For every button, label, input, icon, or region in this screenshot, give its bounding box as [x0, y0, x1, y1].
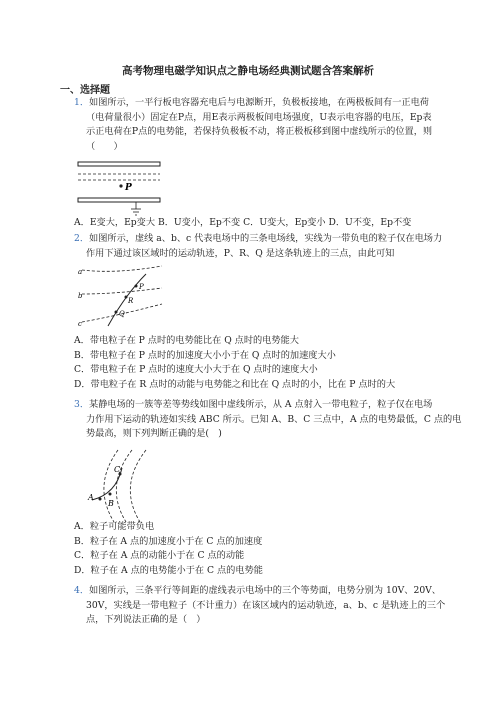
- question-2: [74, 232, 443, 261]
- question-2-options: [74, 334, 434, 393]
- question-text: 点，下列说法正确的是（ ）: [86, 614, 206, 626]
- point-label: B: [108, 499, 114, 508]
- capacitor-figure: [76, 160, 162, 218]
- section-heading: 一、选择题: [60, 85, 110, 96]
- question-text: 力作用下运动的轨迹如实线 ABC 所示。已知 A、B、C 三点中，A 点的电势最低，C 点的电: [86, 413, 462, 425]
- option: B．粒子在 A 点的加速度小于在 C 点的加速度: [74, 535, 263, 547]
- option: C．带电粒子在 P 点时的速度大小大于在 Q 点时的速度大小: [74, 364, 318, 376]
- question-number: 3．: [74, 399, 90, 410]
- question-text: 如图所示，一平行板电容器充电后与电源断开，负极板接地，在两极板间有一正电荷: [89, 97, 429, 108]
- question-text: 如图所示，虚线 a、b、c 代表电场中的三条电场线，实线为一带负电的粒子仅在电场力: [89, 233, 443, 244]
- question-number: 2．: [74, 233, 90, 244]
- question-text: 作用下通过该区域时的运动轨迹，P、R、Q 是这条轨迹上的三点，由此可知: [86, 247, 395, 259]
- field-line-label: b: [78, 292, 83, 300]
- point-label: C: [114, 465, 121, 474]
- option: B．带电粒子在 P 点时的加速度大小小于在 Q 点时的加速度大小: [74, 349, 336, 361]
- question-1: [74, 96, 434, 155]
- question-number: 4．: [74, 585, 90, 596]
- document-title: 高考物理电磁学知识点之静电场经典测试题含答案解析: [122, 65, 374, 77]
- option: D．带电粒子在 R 点时的动能与电势能之和比在 Q 点时的小，比在 P 点时的大: [74, 379, 396, 391]
- question-text: （ ）: [86, 141, 123, 153]
- point-label: A: [88, 493, 94, 502]
- question-3: [74, 398, 462, 442]
- question-text: 30V，实线是一带电粒子（不计重力）在该区域内的运动轨迹，a、b、c 是轨迹上的三个: [86, 599, 446, 611]
- point-label: Q: [119, 310, 125, 318]
- question-number: 1．: [74, 97, 90, 108]
- question-1-options: A．E变大，Ep变大 B．U变小，Ep不变 C．U变大，Ep变小 D．U不变，Ep不变: [74, 217, 412, 228]
- question-3-options: [74, 520, 434, 579]
- field-line-label: a: [78, 268, 83, 276]
- option: A．带电粒子在 P 点时的电势能比在 Q 点时的电势能大: [74, 335, 299, 346]
- question-4: [74, 584, 446, 628]
- field-line-figure: [76, 264, 166, 332]
- option: A．粒子可能带负电: [74, 521, 155, 532]
- option: C．粒子在 A 点的动能小于在 C 点的动能: [74, 550, 245, 562]
- point-label: R: [128, 297, 134, 305]
- question-text: （电荷量很小）固定在P点，用E表示两极板间电场强度，U表示电容器的电压，Ep表: [86, 111, 432, 123]
- question-text: 势最高，则下列判断正确的是( ): [86, 428, 222, 440]
- option: D．粒子在 A 点的电势能小于在 C 点的电势能: [74, 565, 263, 577]
- field-line-label: c: [78, 320, 82, 328]
- equipotential-figure: [74, 448, 154, 524]
- point-label: P: [139, 283, 144, 291]
- question-text: 如图所示，三条平行等间距的虚线表示电场中的三个等势面，电势分别为 10V、20V、: [89, 585, 441, 596]
- question-text: 示正电荷在P点的电势能，若保持负极板不动，将正极板移到图中虚线所示的位置，则: [86, 126, 433, 138]
- question-text: 某静电场的一簇等差等势线如图中虚线所示，从 A 点射入一带电粒子，粒子仅在电场: [89, 399, 433, 410]
- point-label: P: [125, 183, 132, 193]
